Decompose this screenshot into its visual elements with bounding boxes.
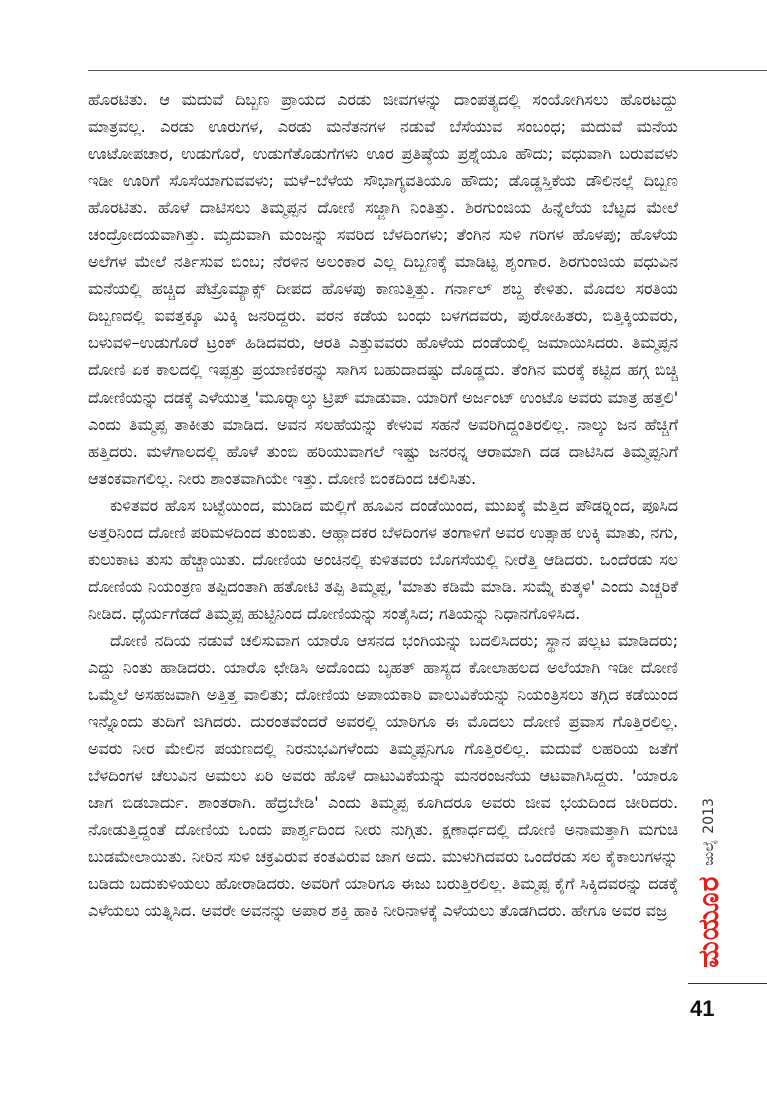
issue-year: 2013 [701, 797, 717, 834]
article-paragraph: ಕುಳಿತವರ ಹೊಸ ಬಟ್ಟೆಯಿಂದ, ಮುಡಿದ ಮಲ್ಲಿಗೆ ಹೂವಿನ ದಂಡೆಯಿಂದ, ಮುಖಕ್ಕೆ ಮೆತ್ತಿದ ಪೌಡರ್‍ನಿಂದ, ಪೂಸಿದ ಅತ್ತರಿನಿಂದ ದೋಣಿ ಪರಿಮಳದಿಂದ ತುಂಬಿತು. ಆಹ್ಲಾದಕರ ಬೆಳದಿಂಗಳ ತಂಗಾಳಿಗೆ ಅವರ ಉತ್ಸಾಹ ಉಕ್ಕಿ ಮಾತು, ನಗು, ಕುಲುಕಾಟ ತುಸು ಹೆಚ್ಚಾಯಿತು. ದೋಣಿಯ ಅಂಚಿನಲ್ಲಿ ಕುಳಿತವರು ಬೊಗಸೆಯಲ್ಲಿ ನೀರೆತ್ತಿ ಆಡಿದರು. ಒಂದೆರಡು ಸಲ ದೋಣಿಯ ನಿಯಂತ್ರಣ ತಪ್ಪಿದಂತಾಗಿ ಹತೋಟಿ ತಪ್ಪಿ ತಿಮ್ಮಪ್ಪ, 'ಮಾತು ಕಡಿಮೆ ಮಾಡಿ. ಸುಮ್ನೆ ಕುತ್ಕಳಿ' ಎಂದು ಎಚ್ಚರಿಕೆ ನೀಡಿದ. ಧೈರ್ಯಗೆಡದೆ ತಿಮ್ಮಪ್ಪ ಹುಟ್ಟಿನಿಂದ ದೋಣಿಯನ್ನು ಸಂತೈಸಿದ; ಗತಿಯನ್ನು ನಿಧಾನಗೊಳಿಸಿದ. [88, 495, 678, 623]
article-paragraph: ದೋಣಿ ನದಿಯ ನಡುವೆ ಚಲಿಸುವಾಗ ಯಾರೊ ಆಸನದ ಭಂಗಿಯನ್ನು ಬದಲಿಸಿದರು; ಸ್ಥಾನ ಪಲ್ಲಟ ಮಾಡಿದರು; ಎದ್ದು ನಿಂತು ಹಾಡಿದರು. ಯಾರೊ ಛೇಡಿಸಿ ಅದೊಂದು ಬೃಹತ್ ಹಾಸ್ಯದ ಕೋಲಾಹಲದ ಅಲೆಯಾಗಿ ಇಡೀ ದೋಣಿ ಒಮ್ಮೆಲೆ ಅಸಹಜವಾಗಿ ಅತ್ತಿತ್ತ ವಾಲಿತು; ದೋಣಿಯ ಅಪಾಯಕಾರಿ ವಾಲುವಿಕೆಯನ್ನು ನಿಯಂತ್ರಿಸಲು ತಗ್ಗಿದ ಕಡೆಯಿಂದ ಇನ್ನೊಂದು ತುದಿಗೆ ಜಿಗಿದರು. ದುರಂತವೆಂದರೆ ಅವರಲ್ಲಿ ಯಾರಿಗೂ ಈ ಮೊದಲು ದೋಣಿ ಪ್ರವಾಸ ಗೊತ್ತಿರಲಿಲ್ಲ. ಅವರು ನೀರ ಮೇಲಿನ ಪಯಣದಲ್ಲಿ ನಿರನುಭವಿಗಳೆಂದು ತಿಮ್ಮಪ್ಪನಿಗೂ ಗೊತ್ತಿರಲಿಲ್ಲ. ಮದುವೆ ಲಹರಿಯ ಜತೆಗೆ ಬೆಳದಿಂಗಳ ಚೆಲುವಿನ ಅಮಲು ಏರಿ ಅವರು ಹೊಳೆ ದಾಟುವಿಕೆಯನ್ನು ಮನರಂಜನೆಯ ಆಟವಾಗಿಸಿದ್ದರು. 'ಯಾರೂ ಜಾಗ ಬಿಡಬಾರ್ದು. ಶಾಂತರಾಗಿ. ಹೆದ್ರಬೇಡಿ' ಎಂದು ತಿಮ್ಮಪ್ಪ ಕೂಗಿದರೂ ಅವರು ಜೀವ ಭಯದಿಂದ ಚೀರಿದರು. ನೋಡುತ್ತಿದ್ದಂತೆ ದೋಣಿಯ ಒಂದು ಪಾರ್ಶ್ವದಿಂದ ನೀರು ನುಗ್ಗಿತು. ಕ್ಷಣಾರ್ಧದಲ್ಲಿ ದೋಣಿ ಅನಾಮತ್ತಾಗಿ ಮಗುಚಿ ಬುಡಮೇಲಾಯಿತು. ನೀರಿನ ಸುಳಿ ಚಕ್ರವಿರುವ ಕಂತವಿರುವ ಜಾಗ ಅದು. ಮುಳುಗಿದವರು ಒಂದೆರಡು ಸಲ ಕೈಕಾಲುಗಳನ್ನು ಬಡಿದು ಬದುಕುಳಿಯಲು ಹೋರಾಡಿದರು. ಅವರಿಗೆ ಯಾರಿಗೂ ಈಜು ಬರುತ್ತಿರಲಿಲ್ಲ. ತಿಮ್ಮಪ್ಪ ಕೈಗೆ ಸಿಕ್ಕಿದವರನ್ನು ದಡಕ್ಕೆ ಎಳೆಯಲು ಯತ್ನಿಸಿದ. ಅವರೇ ಅವನನ್ನು ಅಪಾರ ಶಕ್ತಿ ಹಾಕಿ ನೀರಿನಾಳಕ್ಕೆ ಎಳೆಯಲು ತೊಡಗಿದರು. ಹೇಗೂ ಅವರ ವಜ್ರ [88, 630, 678, 921]
page-number: 41 [690, 996, 715, 1021]
footer-rule [688, 983, 767, 984]
issue-month: ಜುಲೈ [701, 839, 717, 866]
magazine-title: ಮಯೂರ [692, 875, 725, 968]
header-rule [88, 70, 767, 71]
magazine-sidebar [690, 795, 728, 970]
article-paragraph: ಹೊರಟಿತು. ಆ ಮದುವೆ ದಿಬ್ಬಣ ಪ್ರಾಯದ ಎರಡು ಜೀವಗಳನ್ನು ದಾಂಪತ್ಯದಲ್ಲಿ ಸಂಯೋಗಿಸಲು ಹೊರಟದ್ದು ಮಾತ್ರವಲ್ಲ. ಎರಡು ಊರುಗಳ, ಎರಡು ಮನೆತನಗಳ ನಡುವೆ ಬೆಸೆಯುವ ಸಂಬಂಧ; ಮದುವೆ ಮನೆಯ ಊಟೋಪಚಾರ, ಉಡುಗೊರೆ, ಉಡುಗೆತೊಡುಗೆಗಳು ಊರ ಪ್ರತಿಷ್ಠೆಯ ಪ್ರಶ್ನೆಯೂ ಹೌದು; ವಧುವಾಗಿ ಬರುವವಳು ಇಡೀ ಊರಿಗೆ ಸೊಸೆಯಾಗುವವಳು; ಮಳೆ–ಬೆಳೆಯ ಸೌಭಾಗ್ಯವತಿಯೂ ಹೌದು; ಡೊಡ್ಡಸ್ತಿಕೆಯ ಡೌಲಿನಲ್ಲೆ ದಿಬ್ಬಣ ಹೊರಟಿತು. ಹೊಳೆ ದಾಟಿಸಲು ತಿಮ್ಮಪ್ಪನ ದೋಣಿ ಸಜ್ಜಾಗಿ ನಿಂತಿತ್ತು. ಶಿರಗುಂಜಿಯ ಹಿನ್ನೆಲೆಯ ಬೆಟ್ಟದ ಮೇಲೆ ಚಂದ್ರೋದಯವಾಗಿತ್ತು. ಮೃದುವಾಗಿ ಮಂಜನ್ನು ಸವರಿದ ಬೆಳದಿಂಗಳು; ತೆಂಗಿನ ಸುಳಿ ಗರಿಗಳ ಹೊಳಪು; ಹೊಳೆಯ ಅಲೆಗಳ ಮೇಲೆ ನರ್ತಿಸುವ ಬಿಂಬ; ನೆರಳಿನ ಅಲಂಕಾರ ಎಲ್ಲ ದಿಬ್ಬಣಕ್ಕೆ ಮಾಡಿಟ್ಟ ಶೃಂಗಾರ. ಶಿರಗುಂಜಿಯ ವಧುವಿನ ಮನೆಯಲ್ಲಿ ಹಚ್ಚಿದ ಪೆಟ್ರೊಮ್ಯಾಕ್ಸ್ ದೀಪದ ಹೊಳಪು ಕಾಣುತ್ತಿತ್ತು. ಗರ್ನಾಲ್ ಶಬ್ದ ಕೇಳಿತು. ಮೊದಲ ಸರತಿಯ ದಿಬ್ಬಣದಲ್ಲಿ ಐವತ್ತಕ್ಕೂ ಮಿಕ್ಕಿ ಜನರಿದ್ದರು. ವರನ ಕಡೆಯ ಬಂಧು ಬಳಗದವರು, ಪುರೋಹಿತರು, ಬಿತ್ತಿಕ್ಕಿಯವರು, ಬಳುವಳಿ–ಉಡುಗೊರೆ ಟ್ರಂಕ್ ಹಿಡಿದವರು, ಆರತಿ ಎತ್ತುವವರು ಹೊಳೆಯ ದಂಡೆಯಲ್ಲಿ ಜಮಾಯಿಸಿದರು. ತಿಮ್ಮಪ್ಪನ ದೋಣಿ ಏಕ ಕಾಲದಲ್ಲಿ ಇಪ್ಪತ್ತು ಪ್ರಯಾಣಿಕರನ್ನು ಸಾಗಿಸ ಬಹುದಾದಷ್ಟು ದೊಡ್ಡದು. ತೆಂಗಿನ ಮರಕ್ಕೆ ಕಟ್ಟಿದ ಹಗ್ಗ ಬಿಚ್ಚಿ ದೋಣಿಯನ್ನು ದಡಕ್ಕೆ ಎಳೆಯುತ್ತ 'ಮೂರ್‍ನಾಲ್ಕು ಟ್ರಿಪ್ ಮಾಡುವಾ. ಯಾರಿಗೆ ಅರ್ಜಂಟ್ ಉಂಟೊ ಅವರು ಮಾತ್ರ ಹತ್ತಲಿ' ಎಂದು ತಿಮ್ಮಪ್ಪ ತಾಕೀತು ಮಾಡಿದ. ಅವನ ಸಲಹೆಯನ್ನು ಕೇಳುವ ಸಹನೆ ಅವರಿಗಿದ್ದಂತಿರಲಿಲ್ಲ. ನಾಲ್ಕು ಜನ ಹೆಚ್ಚಿಗೆ ಹತ್ತಿದರು. ಮಳೆಗಾಲದಲ್ಲಿ ಹೊಳೆ ತುಂಬಿ ಹರಿಯುವಾಗಲೆ ಇಷ್ಟು ಜನರನ್ನ ಆರಾಮಾಗಿ ದಡ ದಾಟಿಸಿದ ತಿಮ್ಮಪ್ಪನಿಗೆ ಆತಂಕವಾಗಲಿಲ್ಲ. ನೀರು ಶಾಂತವಾಗಿಯೇ ಇತ್ತು. ದೋಣಿ ಬಿಂಕದಿಂದ ಚಲಿಸಿತು. [88, 90, 678, 488]
article-body [88, 86, 678, 924]
